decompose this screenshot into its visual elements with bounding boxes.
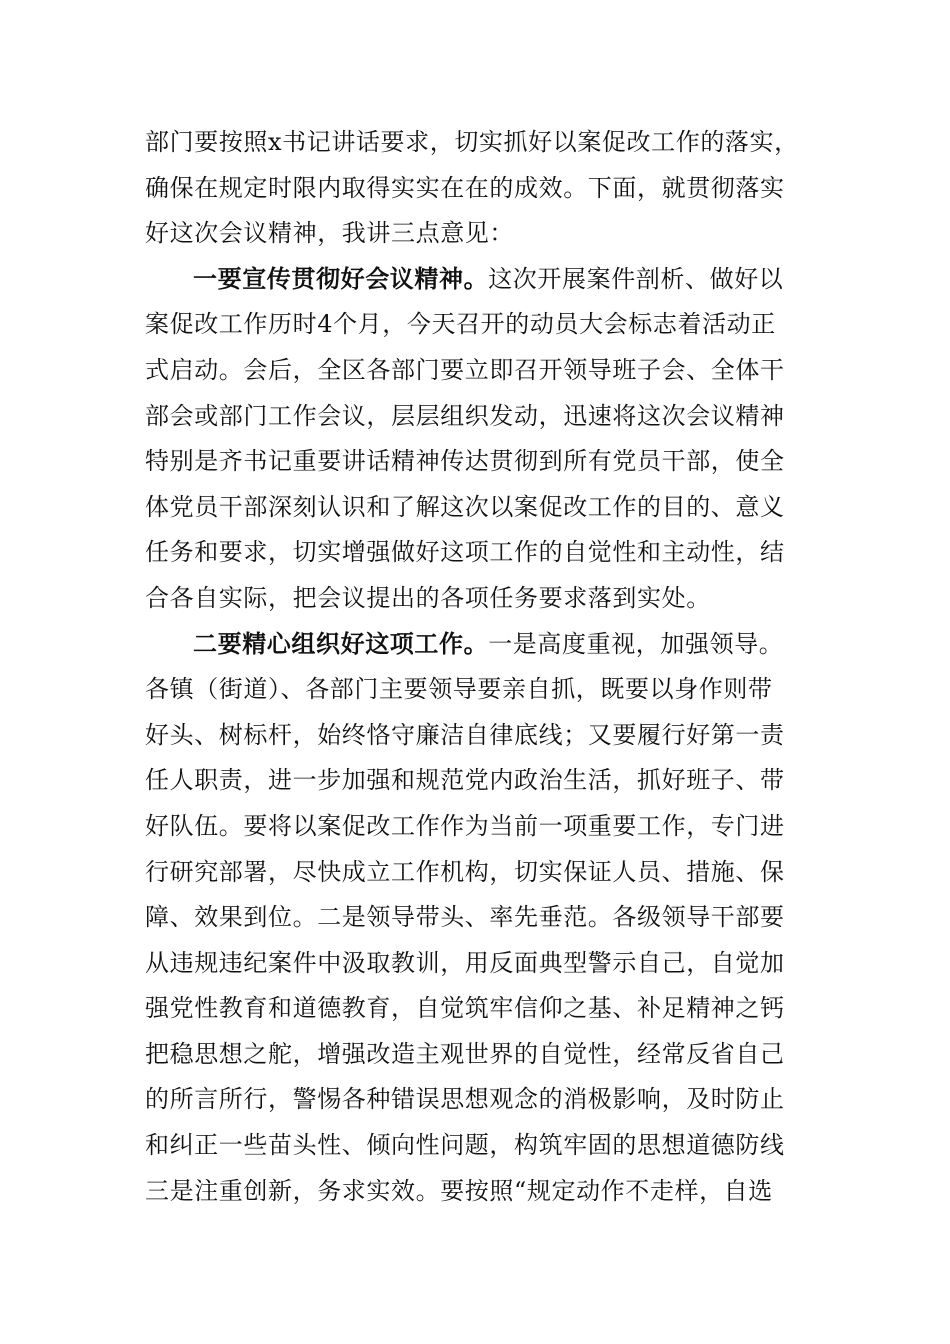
text-line: 各镇（街道）、各部门主要领导要亲自抓，既要以身作则带 xyxy=(145,675,773,704)
document-body xyxy=(145,120,810,1214)
text-line: 部门要按照x书记讲话要求，切实抓好以案促改工作的落实， xyxy=(145,128,799,156)
section-1-text: 这次开展案件剖析、做好以 xyxy=(488,264,784,293)
text-line: 任人职责，进一步加强和规范党内政治生活，抓好班子、带 xyxy=(145,766,785,795)
text-line: 合各自实际，把会议提出的各项任务要求落到实处。 xyxy=(145,583,711,612)
section-2-heading: 二要精心组织好这项工作。 xyxy=(193,629,489,658)
text-line: 确保在规定时限内取得实实在在的成效。下面，就贯彻落实 xyxy=(145,173,785,202)
section-2-text: 一是高度重视，加强领导。 xyxy=(488,629,784,658)
text-line: 障、效果到位。二是领导带头、率先垂范。各级领导干部要 xyxy=(145,903,785,932)
section-1-heading: 一要宣传贯彻好会议精神。 xyxy=(193,264,489,293)
text-line: 好头、树标杆，始终恪守廉洁自律底线；又要履行好第一责 xyxy=(145,720,785,749)
text-line: 式启动。会后，全区各部门要立即召开领导班子会、全体干 xyxy=(145,355,785,384)
section-2-first-line xyxy=(145,622,810,668)
text-line: 好这次会议精神，我讲三点意见： xyxy=(145,219,514,248)
text-line: 部会或部门工作会议，层层组织发动，迅速将这次会议精神 xyxy=(145,401,785,430)
text-line: 强党性教育和道德教育，自觉筑牢信仰之基、补足精神之钙 xyxy=(145,994,785,1023)
text-line: 和纠正一些苗头性、倾向性问题，构筑牢固的思想道德防线 xyxy=(145,1131,785,1160)
section-1-first-line xyxy=(145,257,810,303)
text-line: 的所言所行，警惕各种错误思想观念的消极影响，及时防止 xyxy=(145,1085,785,1114)
text-line: 任务和要求，切实增强做好这项工作的自觉性和主动性，结 xyxy=(145,538,785,567)
text-line: 从违规违纪案件中汲取教训，用反面典型警示自己，自觉加 xyxy=(145,948,785,977)
text-line: 把稳思想之舵，增强改造主观世界的自觉性，经常反省自己 xyxy=(145,1039,785,1068)
text-line: 三是注重创新，务求实效。要按照“规定动作不走样，自选 xyxy=(145,1176,773,1205)
text-line: 案促改工作历时4个月，今天召开的动员大会标志着活动正 xyxy=(145,310,776,339)
text-line: 体党员干部深刻认识和了解这次以案促改工作的目的、意义 xyxy=(145,492,785,521)
text-line: 好队伍。要将以案促改工作作为当前一项重要工作，专门进 xyxy=(145,811,785,840)
text-line: 特别是齐书记重要讲话精神传达贯彻到所有党员干部，使全 xyxy=(145,447,785,476)
text-line: 行研究部署，尽快成立工作机构，切实保证人员、措施、保 xyxy=(145,857,785,886)
